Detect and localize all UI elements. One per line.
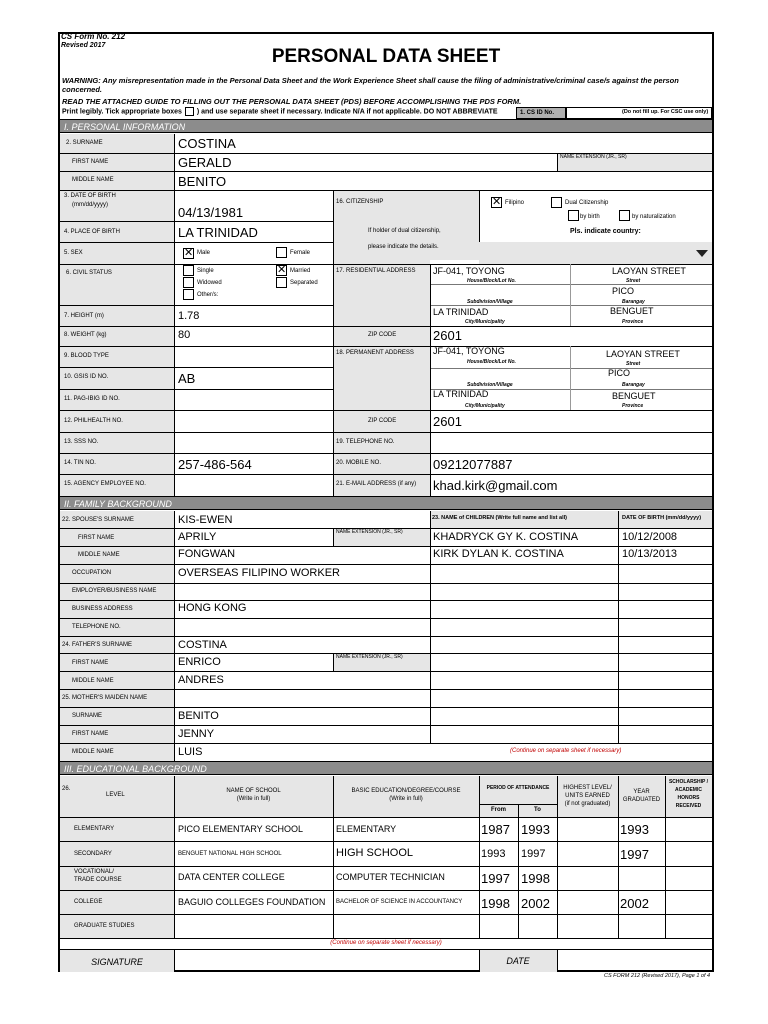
label-widowed: Widowed (197, 280, 222, 286)
label-email: 21. E-MAIL ADDRESS (if any) (336, 481, 417, 487)
edu-level-college: COLLEGE (74, 899, 103, 905)
label-indicate-country: Pls. indicate country: (570, 228, 641, 235)
value-mother-middle[interactable]: LUIS (178, 746, 203, 758)
label-year: YEAR (633, 789, 650, 795)
checkbox-male[interactable]: ✕ (184, 247, 194, 259)
section-educational-background: III. EDUCATIONAL BACKGROUND (60, 761, 712, 775)
value-dob[interactable]: 04/13/1981 (178, 205, 244, 220)
edu-school-secondary[interactable]: BENGUET NATIONAL HIGH SCHOOL (178, 851, 282, 857)
label-father-middle: MIDDLE NAME (72, 678, 114, 684)
value-spouse-surname[interactable]: KIS-EWEN (178, 514, 233, 526)
label-dob: 3. DATE OF BIRTH (64, 193, 116, 199)
label-agency-no: 15. AGENCY EMPLOYEE NO. (64, 481, 146, 487)
checkbox-dual[interactable] (551, 197, 562, 208)
checkbox-female[interactable] (276, 247, 287, 258)
edu-to-elementary[interactable]: 1993 (521, 822, 550, 837)
value-res-city[interactable]: LA TRINIDAD (433, 307, 489, 317)
edu-year-secondary[interactable]: 1997 (620, 847, 649, 862)
edu-to-college[interactable]: 2002 (521, 896, 550, 911)
label-mother-first: FIRST NAME (72, 731, 109, 737)
edu-course-vocational[interactable]: COMPUTER TECHNICIAN (336, 872, 445, 882)
edu-level-graduate: GRADUATE STUDIES (74, 923, 135, 929)
label-spouse-ext: NAME EXTENSION (JR., SR) (336, 529, 403, 535)
page-title: PERSONAL DATA SHEET (271, 46, 501, 67)
checkbox-separated[interactable] (276, 277, 287, 288)
label-dob-format: (mm/dd/yyyy) (72, 202, 108, 208)
value-gsis[interactable]: AB (178, 371, 196, 386)
edu-from-vocational[interactable]: 1997 (481, 871, 510, 886)
label-honors-d: RECEIVED (675, 803, 702, 809)
value-mother-first[interactable]: JENNY (178, 728, 215, 740)
label-res-city: City/Municipality (465, 319, 505, 325)
label-honors-c: HONORS (677, 795, 700, 801)
checkbox-by-birth[interactable] (568, 210, 579, 221)
warning-text: WARNING: Any misrepresentation made in the Personal Data Sheet and the Work Experience Sheet shall cause the filing of administrative/criminal case/s against the person concerned. (62, 76, 679, 94)
label-perm-subdivision: Subdivision/Village (467, 382, 513, 388)
label-father-surname: 24. FATHER'S SURNAME (62, 642, 133, 648)
checkbox-single[interactable] (183, 265, 194, 276)
label-res-address: 17. RESIDENTIAL ADDRESS (336, 268, 416, 274)
value-email[interactable]: khad.kirk@gmail.com (433, 478, 558, 493)
checkbox-widowed[interactable] (183, 277, 194, 288)
value-height[interactable]: 1.78 (178, 310, 200, 322)
value-middle-name[interactable]: BENITO (178, 174, 227, 189)
value-pob[interactable]: LA TRINIDAD (178, 225, 258, 240)
label-philhealth: 12. PHILHEALTH NO. (64, 418, 123, 424)
label-res-house: House/Block/Lot No. (467, 278, 516, 284)
value-child-1-name[interactable]: KHADRYCK GY K. COSTINA (433, 531, 579, 543)
value-child-1-dob[interactable]: 10/12/2008 (622, 531, 678, 543)
label-employer: EMPLOYER/BUSINESS NAME (72, 588, 157, 594)
label-civil-status: 6. CIVIL STATUS (66, 270, 112, 276)
revised-label: Revised 2017 (61, 42, 106, 49)
label-children: 23. NAME of CHILDREN (Write full name and list all) (432, 515, 567, 521)
edu-from-secondary[interactable]: 1993 (481, 848, 506, 860)
value-perm-barangay[interactable]: PICO (608, 368, 631, 378)
pds-form (58, 32, 714, 972)
value-spouse-first[interactable]: APRILY (178, 531, 217, 543)
date-field[interactable] (558, 950, 712, 972)
label-school: NAME OF SCHOOL (226, 788, 281, 794)
label-perm-province: Province (622, 403, 644, 409)
signature-field[interactable] (175, 950, 479, 972)
tick-box-sample (185, 107, 194, 116)
label-date: DATE (506, 956, 530, 966)
print-instruction (62, 107, 498, 116)
label-weight: 8. WEIGHT (kg) (64, 332, 107, 338)
label-res-subdivision: Subdivision/Village (467, 299, 513, 305)
value-res-province[interactable]: BENGUET (610, 306, 654, 316)
label-male: Male (197, 250, 211, 256)
edu-school-college[interactable]: BAGUIO COLLEGES FOUNDATION (178, 897, 326, 907)
label-pob: 4. PLACE OF BIRTH (64, 229, 120, 235)
value-child-2-name[interactable]: KIRK DYLAN K. COSTINA (433, 548, 564, 560)
label-first-name: FIRST NAME (72, 159, 109, 165)
label-perm-city: City/Municipality (465, 403, 505, 409)
label-level: LEVEL (106, 792, 125, 798)
label-res-barangay: Barangay (622, 299, 645, 305)
label-spouse-first: FIRST NAME (78, 535, 115, 541)
value-perm-zip[interactable]: 2601 (433, 414, 462, 429)
value-res-zip[interactable]: 2601 (433, 328, 462, 343)
edu-school-vocational[interactable]: DATA CENTER COLLEGE (178, 872, 285, 882)
edu-level-vocational-a: VOCATIONAL/ (74, 869, 114, 875)
label-spouse-telephone: TELEPHONE NO. (72, 624, 121, 630)
guide-text: READ THE ATTACHED GUIDE TO FILLING OUT THE PERSONAL DATA SHEET (PDS) BEFORE ACCOMPLISHING THE PDS FORM. (62, 97, 522, 106)
label-res-province: Province (622, 319, 644, 325)
value-mother-surname[interactable]: BENITO (178, 710, 219, 722)
label-dual-a: If holder of dual citizenship, (368, 228, 441, 234)
label-mother-maiden: 25. MOTHER'S MAIDEN NAME (62, 695, 148, 701)
label-sss: 13. SSS NO. (64, 439, 99, 445)
label-filipino: Filipino (505, 200, 525, 206)
label-pagibig: 11. PAG-IBIG ID NO. (64, 396, 120, 402)
value-spouse-middle[interactable]: FONGWAN (178, 548, 236, 560)
label-dual-citizenship: Dual Citizenship (565, 200, 609, 206)
value-mobile[interactable]: 09212077887 (433, 457, 513, 472)
label-units: UNITS EARNED (565, 793, 610, 799)
label-sex: 5. SEX (64, 250, 83, 256)
label-zip-res: ZIP CODE (368, 332, 397, 338)
label-occupation: OCCUPATION (72, 570, 112, 576)
value-res-barangay[interactable]: PICO (612, 286, 635, 296)
value-perm-house[interactable]: JF-041, TOYONG (433, 346, 505, 356)
label-graduated: GRADUATED (622, 797, 661, 803)
label-telephone: 19. TELEPHONE NO. (336, 439, 395, 445)
label-surname: 2. SURNAME (66, 140, 103, 146)
edu-from-college[interactable]: 1998 (481, 896, 510, 911)
form-number: CS Form No. 212 (61, 32, 126, 41)
label-gsis: 10. GSIS ID NO. (64, 374, 109, 380)
value-tin[interactable]: 257-486-564 (178, 457, 252, 472)
label-not-graduated: (if not graduated) (564, 801, 611, 807)
value-res-street[interactable]: LAOYAN STREET (612, 266, 686, 276)
label-perm-barangay: Barangay (622, 382, 645, 388)
checkbox-others[interactable] (183, 289, 194, 300)
label-height: 7. HEIGHT (m) (64, 313, 104, 319)
value-business-address[interactable]: HONG KONG (178, 602, 247, 614)
label-by-naturalization: by naturalization (632, 214, 676, 220)
label-name-ext: NAME EXTENSION (JR., SR) (560, 154, 627, 160)
label-from: From (491, 807, 506, 813)
label-mother-surname: SURNAME (72, 713, 103, 719)
edu-to-secondary[interactable]: 1997 (521, 848, 546, 860)
value-res-house[interactable]: JF-041, TOYONG (433, 266, 505, 276)
value-father-surname[interactable]: COSTINA (178, 639, 227, 651)
value-perm-street[interactable]: LAOYAN STREET (606, 349, 680, 359)
label-res-street: Street (626, 278, 641, 284)
label-married: Married (290, 268, 311, 274)
edu-level-elementary: ELEMENTARY (74, 826, 115, 832)
label-school-sub: (Write in full) (236, 796, 271, 802)
value-father-middle[interactable]: ANDRES (178, 674, 224, 686)
footer-text: CS FORM 212 (Revised 2017), Page 1 of 4 (604, 973, 711, 979)
edu-to-vocational[interactable]: 1998 (521, 871, 550, 886)
label-spouse-surname: 22. SPOUSE'S SURNAME (62, 517, 134, 523)
label-period: PERIOD OF ATTENDANCE (486, 785, 550, 791)
label-honors-a: SCHOLARSHIP / (668, 779, 709, 785)
checkbox-by-naturalization[interactable] (619, 210, 630, 221)
edu-from-elementary[interactable]: 1987 (481, 822, 510, 837)
value-perm-city[interactable]: LA TRINIDAD (433, 389, 489, 399)
chevron-down-icon[interactable] (696, 250, 708, 257)
continue-note-education: (Continue on separate sheet if necessary) (330, 940, 442, 946)
label-course-sub: (Write in full) (389, 796, 423, 802)
section-personal-information: I. PERSONAL INFORMATION (60, 119, 712, 133)
label-business-address: BUSINESS ADDRESS (72, 606, 133, 612)
label-father-ext: NAME EXTENSION (JR., SR) (336, 654, 403, 660)
label-middle-name: MIDDLE NAME (72, 177, 114, 183)
edu-year-elementary[interactable]: 1993 (620, 822, 649, 837)
label-female: Female (290, 250, 311, 256)
label-child-dob: DATE OF BIRTH (mm/dd/yyyy) (622, 515, 702, 521)
value-child-2-dob[interactable]: 10/13/2013 (622, 548, 678, 560)
edu-level-vocational-b: TRADE COURSE (74, 877, 122, 883)
edu-level-secondary: SECONDARY (74, 851, 112, 857)
label-signature: SIGNATURE (91, 957, 143, 967)
label-tin: 14. TIN NO. (64, 460, 96, 466)
label-spouse-middle: MIDDLE NAME (78, 552, 120, 558)
label-perm-street: Street (626, 361, 641, 367)
value-weight[interactable]: 80 (178, 329, 191, 341)
csc-use-note: (Do not fill up. For CSC use only) (622, 109, 709, 115)
label-separated: Separated (290, 280, 318, 286)
label-perm-address: 18. PERMANENT ADDRESS (336, 350, 414, 356)
label-others: Other/s: (197, 292, 219, 298)
label-mobile: 20. MOBILE NO. (336, 460, 382, 466)
edu-course-college[interactable]: BACHELOR OF SCIENCE IN ACCOUNTANCY (336, 899, 463, 905)
value-first-name[interactable]: GERALD (178, 155, 232, 170)
label-blood-type: 9. BLOOD TYPE (64, 353, 109, 359)
label-perm-house: House/Block/Lot No. (467, 359, 516, 365)
print-instruction-b: ) and use separate sheet if necessary. Indicate N/A if not applicable. DO NOT ABBREVIATE (196, 108, 498, 116)
edu-year-college[interactable]: 2002 (620, 896, 649, 911)
label-honors-b: ACADEMIC (675, 787, 702, 793)
label-edu-no: 26. (62, 786, 71, 792)
label-zip-perm: ZIP CODE (368, 418, 397, 424)
label-father-first: FIRST NAME (72, 660, 109, 666)
print-instruction-a: Print legibly. Tick appropriate boxes (62, 108, 182, 116)
edu-course-secondary[interactable]: HIGH SCHOOL (336, 847, 414, 859)
edu-course-elementary[interactable]: ELEMENTARY (336, 824, 397, 834)
label-to: To (534, 807, 541, 813)
label-course: BASIC EDUCATION/DEGREE/COURSE (351, 788, 461, 794)
value-perm-province[interactable]: BENGUET (612, 391, 656, 401)
label-by-birth: by birth (580, 214, 600, 220)
country-dropdown[interactable] (479, 242, 712, 264)
value-surname[interactable]: COSTINA (178, 136, 236, 151)
label-dual-b: please indicate the details. (368, 244, 439, 250)
checkbox-filipino[interactable]: ✕ (492, 196, 502, 208)
edu-school-elementary[interactable]: PICO ELEMENTARY SCHOOL (178, 824, 304, 834)
label-highest: HIGHEST LEVEL/ (563, 785, 612, 791)
label-mother-middle: MIDDLE NAME (72, 749, 114, 755)
label-single: Single (197, 268, 214, 274)
cs-id-label: 1. CS ID No. (520, 110, 555, 116)
value-father-first[interactable]: ENRICO (178, 656, 221, 668)
label-citizenship: 16. CITIZENSHIP (336, 199, 384, 205)
continue-note-family: (Continue on separate sheet if necessary) (510, 748, 622, 754)
section-family-background: II. FAMILY BACKGROUND (60, 496, 712, 510)
checkbox-married[interactable]: ✕ (277, 264, 287, 276)
value-occupation[interactable]: OVERSEAS FILIPINO WORKER (178, 567, 340, 579)
